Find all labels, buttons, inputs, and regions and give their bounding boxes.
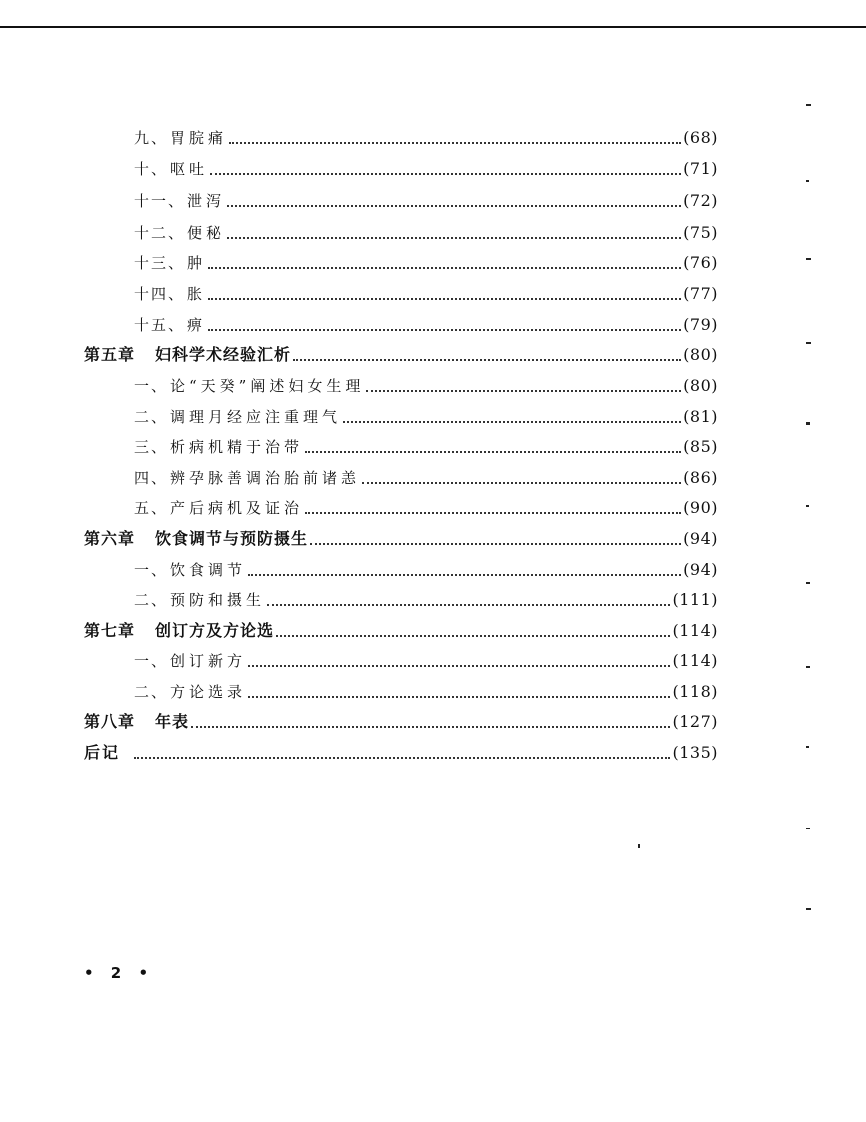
scan-speck <box>806 258 811 260</box>
dot-leader <box>208 297 681 300</box>
toc-entry-page: (71) <box>683 159 718 178</box>
toc-entry[interactable] <box>134 154 718 184</box>
scan-speck <box>806 342 811 344</box>
toc-entry[interactable] <box>134 585 718 615</box>
toc-entry-page: (94) <box>683 529 718 548</box>
toc-entry[interactable] <box>134 677 718 707</box>
dot-leader <box>227 236 681 239</box>
toc-entry-number: 十四、 <box>134 285 186 303</box>
scan-speck <box>806 104 811 106</box>
toc-entry-number: 一、 <box>134 561 169 579</box>
scan-speck <box>806 505 809 507</box>
toc-chapter-title: 饮食调节与预防摄生 <box>155 529 309 548</box>
toc-entry[interactable] <box>134 493 718 523</box>
dot-leader <box>191 725 670 728</box>
toc-chapter[interactable] <box>84 524 718 554</box>
toc-entry-page: (79) <box>683 315 718 334</box>
toc-entry[interactable] <box>134 279 718 309</box>
dot-leader <box>362 481 681 484</box>
toc-entry-page: (68) <box>683 128 718 147</box>
toc-chapter-title: 年表 <box>155 712 190 731</box>
toc-entry-number: 一、 <box>134 377 169 395</box>
scan-speck <box>638 844 640 848</box>
toc-entry-page: (77) <box>683 284 718 303</box>
toc-chapter-number: 第五章 <box>84 345 136 364</box>
toc-entry-title: 调理月经应注重理气 <box>170 408 342 426</box>
toc-entry-title: 析病机精于治带 <box>170 438 304 456</box>
toc-entry-title: 泄泻 <box>187 192 226 210</box>
toc-entry-page: (118) <box>672 682 718 701</box>
toc-entry-number: 十二、 <box>134 224 186 242</box>
toc-entry-number: 十五、 <box>134 316 186 334</box>
toc-entry[interactable] <box>134 186 718 216</box>
toc-entry-title: 肿 <box>187 254 207 272</box>
toc-entry-page: (75) <box>683 223 718 242</box>
toc-entry-number: 二、 <box>134 591 169 609</box>
toc-chapter[interactable] <box>84 340 718 370</box>
dot-leader <box>293 358 681 361</box>
toc-entry[interactable] <box>134 248 718 278</box>
toc-entry[interactable] <box>134 646 718 676</box>
toc-entry-number: 十一、 <box>134 192 186 210</box>
toc-entry-page: (94) <box>683 560 718 579</box>
dot-leader <box>134 756 670 759</box>
toc-chapter-title: 创订方及方论选 <box>155 621 275 640</box>
toc-entry-page: (80) <box>683 376 718 395</box>
toc-entry-page: (114) <box>672 651 718 670</box>
toc-entry-title: 创订新方 <box>170 652 247 670</box>
dot-leader <box>208 266 681 269</box>
dot-leader <box>208 328 681 331</box>
toc-entry-title: 胃脘痛 <box>170 129 228 147</box>
toc-entry[interactable] <box>134 555 718 585</box>
toc-entry[interactable] <box>134 310 718 340</box>
toc-entry-number: 十三、 <box>134 254 186 272</box>
scan-speck <box>806 828 810 829</box>
dot-leader <box>248 664 670 667</box>
dot-leader <box>229 141 681 144</box>
toc-entry-title: 胀 <box>187 285 207 303</box>
toc-entry-title: 方论选录 <box>170 683 247 701</box>
toc-entry-number: 十、 <box>134 160 169 178</box>
toc-chapter-title: 妇科学术经验汇析 <box>155 345 292 364</box>
toc-chapter[interactable] <box>84 707 718 737</box>
dot-leader <box>366 389 681 392</box>
toc-entry-page: (72) <box>683 191 718 210</box>
toc-entry-title: 便秘 <box>187 224 226 242</box>
toc-entry-title: 饮食调节 <box>170 561 247 579</box>
scan-speck <box>806 908 811 910</box>
dot-leader <box>343 420 681 423</box>
dot-leader <box>248 695 670 698</box>
dot-leader <box>310 542 681 545</box>
toc-entry-title: 辨孕脉善调治胎前诸恙 <box>170 469 361 487</box>
toc-entry-page: (111) <box>672 590 718 609</box>
toc-entry-page: (135) <box>672 743 718 762</box>
page-number: • 2 • <box>84 964 155 982</box>
toc-entry[interactable] <box>134 463 718 493</box>
toc-entry-page: (114) <box>672 621 718 640</box>
toc-entry-page: (127) <box>672 712 718 731</box>
toc-chapter-number: 第七章 <box>84 621 136 640</box>
toc-entry-title: 论“天癸”阐述妇女生理 <box>170 377 365 395</box>
toc-entry[interactable] <box>134 218 718 248</box>
toc-entry-title: 产后病机及证治 <box>170 499 304 517</box>
toc-postscript-title: 后记 <box>84 743 121 762</box>
toc-entry[interactable] <box>134 402 718 432</box>
toc-entry-page: (86) <box>683 468 718 487</box>
toc-entry-number: 一、 <box>134 652 169 670</box>
toc-entry-page: (90) <box>683 498 718 517</box>
scan-speck <box>806 582 810 584</box>
toc-entry-number: 九、 <box>134 129 169 147</box>
dot-leader <box>248 573 681 576</box>
toc-entry-title: 预防和摄生 <box>170 591 266 609</box>
toc-entry-title: 痹 <box>187 316 207 334</box>
toc-chapter-number: 第六章 <box>84 529 136 548</box>
toc-entry-number: 二、 <box>134 408 169 426</box>
toc-entry-number: 四、 <box>134 469 169 487</box>
toc-entry-number: 二、 <box>134 683 169 701</box>
dot-leader <box>305 450 681 453</box>
scan-speck <box>806 666 810 668</box>
toc-entry-page: (76) <box>683 253 718 272</box>
toc-entry[interactable] <box>134 123 718 153</box>
dot-leader <box>210 172 681 175</box>
toc-entry-page: (85) <box>683 437 718 456</box>
toc-chapter[interactable] <box>84 616 718 646</box>
toc-entry-number: 三、 <box>134 438 169 456</box>
scan-speck <box>806 746 809 748</box>
toc-entry[interactable] <box>134 371 718 401</box>
toc-entry-page: (81) <box>683 407 718 426</box>
scan-speck <box>806 180 809 182</box>
dot-leader <box>305 511 681 514</box>
scan-speck <box>806 422 810 425</box>
dot-leader <box>276 634 670 637</box>
toc-chapter-number: 第八章 <box>84 712 136 731</box>
toc-entry[interactable] <box>134 432 718 462</box>
toc-postscript[interactable] <box>84 738 718 768</box>
dot-leader <box>267 603 670 606</box>
dot-leader <box>227 204 681 207</box>
toc-entry-page: (80) <box>683 345 718 364</box>
toc-entry-title: 呕吐 <box>170 160 209 178</box>
toc-entry-number: 五、 <box>134 499 169 517</box>
